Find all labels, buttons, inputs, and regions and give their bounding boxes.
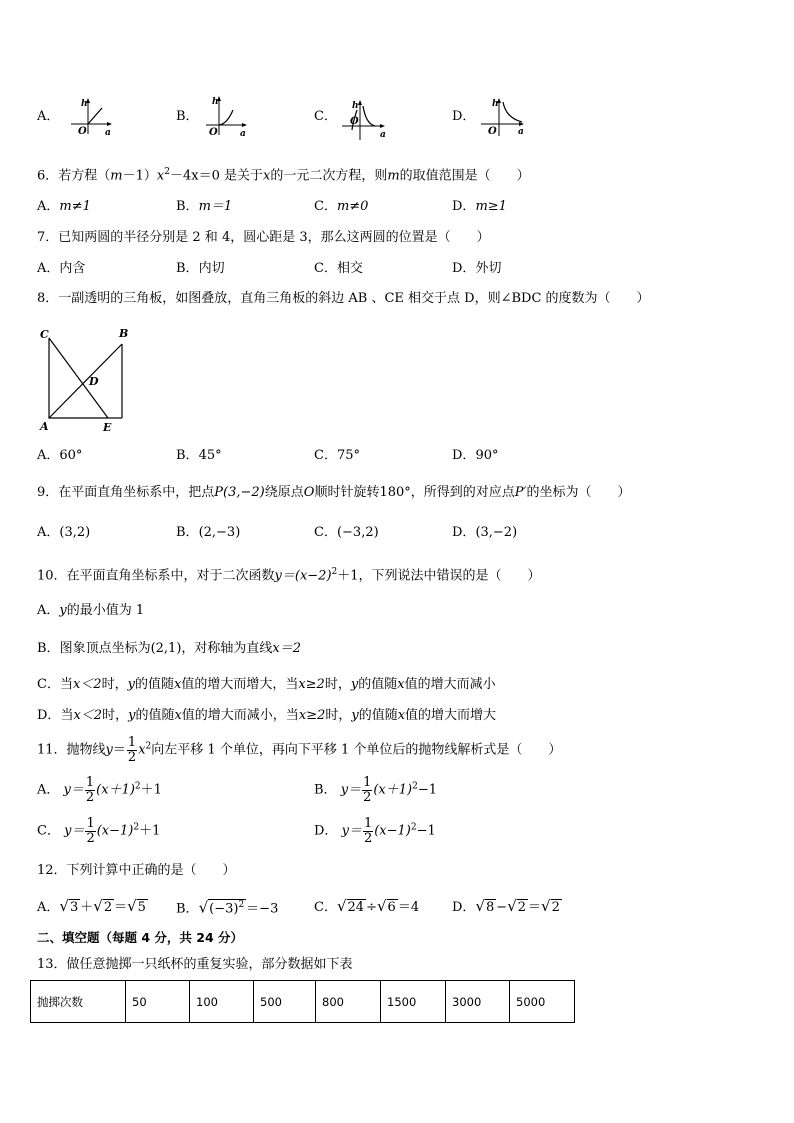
q5-b-a: a bbox=[240, 129, 246, 138]
q11-option-b[interactable]: B． y＝ $\frac{1}{2}$ $(x+1)^2-1$ bbox=[314, 775, 437, 805]
q8-option-a[interactable]: A．60° bbox=[37, 448, 83, 463]
q7-stem: 7．已知两圆的半径分别是 2 和 4，圆心距是 3，那么这两圆的位置是（ ） bbox=[37, 230, 490, 245]
q10-option-a[interactable]: A．y的最小值为 1 bbox=[37, 603, 145, 618]
q10-function: y＝(x−2) bbox=[274, 568, 332, 584]
q5-c-a: a bbox=[380, 130, 386, 140]
q9-option-c[interactable]: C．(−3,2) bbox=[314, 525, 379, 540]
q5-d-a: a bbox=[518, 127, 524, 137]
table-row bbox=[31, 981, 575, 1023]
q5-option-d-label: D． bbox=[452, 109, 476, 124]
q5-option-b-label: B． bbox=[176, 109, 199, 124]
q5-a-h: h bbox=[81, 99, 88, 109]
q8-label-d: D bbox=[89, 375, 99, 388]
q10-option-b[interactable]: B．图象顶点坐标为(2,1)，对称轴为直线x＝2 bbox=[37, 641, 302, 656]
q8-option-d[interactable]: D．90° bbox=[452, 448, 499, 463]
q5-graph-a bbox=[68, 94, 118, 138]
q5-graph-d bbox=[478, 94, 530, 138]
q5-b-h: h bbox=[212, 97, 219, 107]
table-cell: 50 bbox=[126, 981, 190, 1023]
q5-b-o: O bbox=[209, 127, 218, 138]
q5-a-a: a bbox=[105, 128, 111, 138]
q8-figure bbox=[36, 322, 136, 434]
q5-option-c-label: C． bbox=[314, 109, 337, 124]
q8-label-b: B bbox=[119, 327, 129, 340]
q6-option-b[interactable]: B．m＝1 bbox=[176, 199, 233, 214]
q12-option-b[interactable]: B．$√(-3)^2 =-3$ bbox=[176, 898, 279, 917]
q13-table bbox=[30, 980, 575, 1023]
q12-option-c[interactable]: C．√24 ÷√6 ＝4 bbox=[314, 897, 420, 915]
q8-option-c[interactable]: C．75° bbox=[314, 448, 360, 463]
q9-stem: 9．在平面直角坐标系中，把点P(3,−2)绕原点O顺时针旋转180°，所得到的对应点P′的坐标为（ ） bbox=[37, 485, 631, 500]
q5-graph-c bbox=[339, 96, 391, 142]
q5-d-o: O bbox=[488, 126, 497, 137]
q6-option-c[interactable]: C．m≠0 bbox=[314, 199, 369, 214]
q6-option-a[interactable]: A．m≠1 bbox=[37, 199, 91, 214]
q11-option-a[interactable]: A． y＝ $\frac{1}{2}$ $(x+1)^2+1$ bbox=[37, 775, 162, 805]
q12-option-d[interactable]: D．√8 −√2 ＝√2 bbox=[452, 897, 560, 915]
q5-a-o: O bbox=[78, 126, 87, 137]
table-cell: 3000 bbox=[446, 981, 510, 1023]
section-2-title: 二、填空题（每题 4 分，共 24 分） bbox=[37, 930, 244, 945]
table-cell: 500 bbox=[254, 981, 316, 1023]
q8-option-b[interactable]: B．45° bbox=[176, 448, 222, 463]
q8-label-c: C bbox=[40, 328, 49, 341]
q12-option-a[interactable]: A．√3 ＋√2 ＝√5 bbox=[37, 897, 146, 915]
q7-option-a[interactable]: A．内含 bbox=[37, 261, 86, 276]
q5-graph-b bbox=[203, 92, 253, 138]
q5-option-a-label: A． bbox=[37, 109, 60, 124]
q8-label-a: A bbox=[40, 420, 49, 433]
q9-option-a[interactable]: A．(3,2) bbox=[37, 525, 91, 540]
q10-option-c[interactable]: C．当x＜2时，y的值随x值的增大而增大，当x≥2时，y的值随x值的增大而减小 bbox=[37, 677, 496, 692]
q5-d-h: h bbox=[492, 99, 499, 109]
q5-c-o: O bbox=[350, 116, 359, 127]
q6-option-d[interactable]: D．m≥1 bbox=[452, 199, 507, 214]
q7-option-b[interactable]: B．内切 bbox=[176, 261, 225, 276]
q7-option-d[interactable]: D．外切 bbox=[452, 261, 502, 276]
q10-option-d[interactable]: D．当x＜2时，y的值随x值的增大而减小，当x≥2时，y的值随x值的增大而增大 bbox=[37, 708, 497, 723]
table-cell: 100 bbox=[190, 981, 254, 1023]
table-cell: 800 bbox=[316, 981, 381, 1023]
q9-option-d[interactable]: D．(3,−2) bbox=[452, 525, 518, 540]
q12-stem: 12．下列计算中正确的是（ ） bbox=[37, 863, 236, 878]
q9-option-b[interactable]: B．(2,−3) bbox=[176, 525, 241, 540]
q11-stem: 11．抛物线y＝ $\frac{1}{2}$ $x^2$向左平移 1 个单位，再向下平移 1 个单位后的抛物线解析式是（ ） bbox=[37, 735, 562, 765]
table-cell: 1500 bbox=[381, 981, 446, 1023]
q11-option-d[interactable]: D． y＝ $\frac{1}{2}$ $(x-1)^2-1$ bbox=[314, 816, 436, 846]
q13-stem: 13．做任意抛掷一只纸杯的重复实验，部分数据如下表 bbox=[37, 957, 353, 972]
table-header-cell: 抛掷次数 bbox=[31, 981, 126, 1023]
q10-stem: 10．在平面直角坐标系中，对于二次函数$y=(x-2)^2+1$，下列说法中错误的是（ ） bbox=[37, 567, 541, 584]
q5-c-h: h bbox=[352, 101, 359, 111]
table-cell: 5000 bbox=[510, 981, 575, 1023]
q8-label-e: E bbox=[103, 421, 112, 434]
q8-stem: 8．一副透明的三角板，如图叠放，直角三角板的斜边 AB 、CE 相交于点 D，则∠BDC 的度数为（ ） bbox=[37, 291, 650, 306]
q7-option-c[interactable]: C．相交 bbox=[314, 261, 363, 276]
q11-option-c[interactable]: C． y＝ $\frac{1}{2}$ $(x-1)^2+1$ bbox=[37, 816, 161, 846]
q6-stem: 6．若方程$(m-1)x^2-4x=0$ 是关于x的一元二次方程，则m的取值范围是（ ） bbox=[37, 167, 530, 184]
